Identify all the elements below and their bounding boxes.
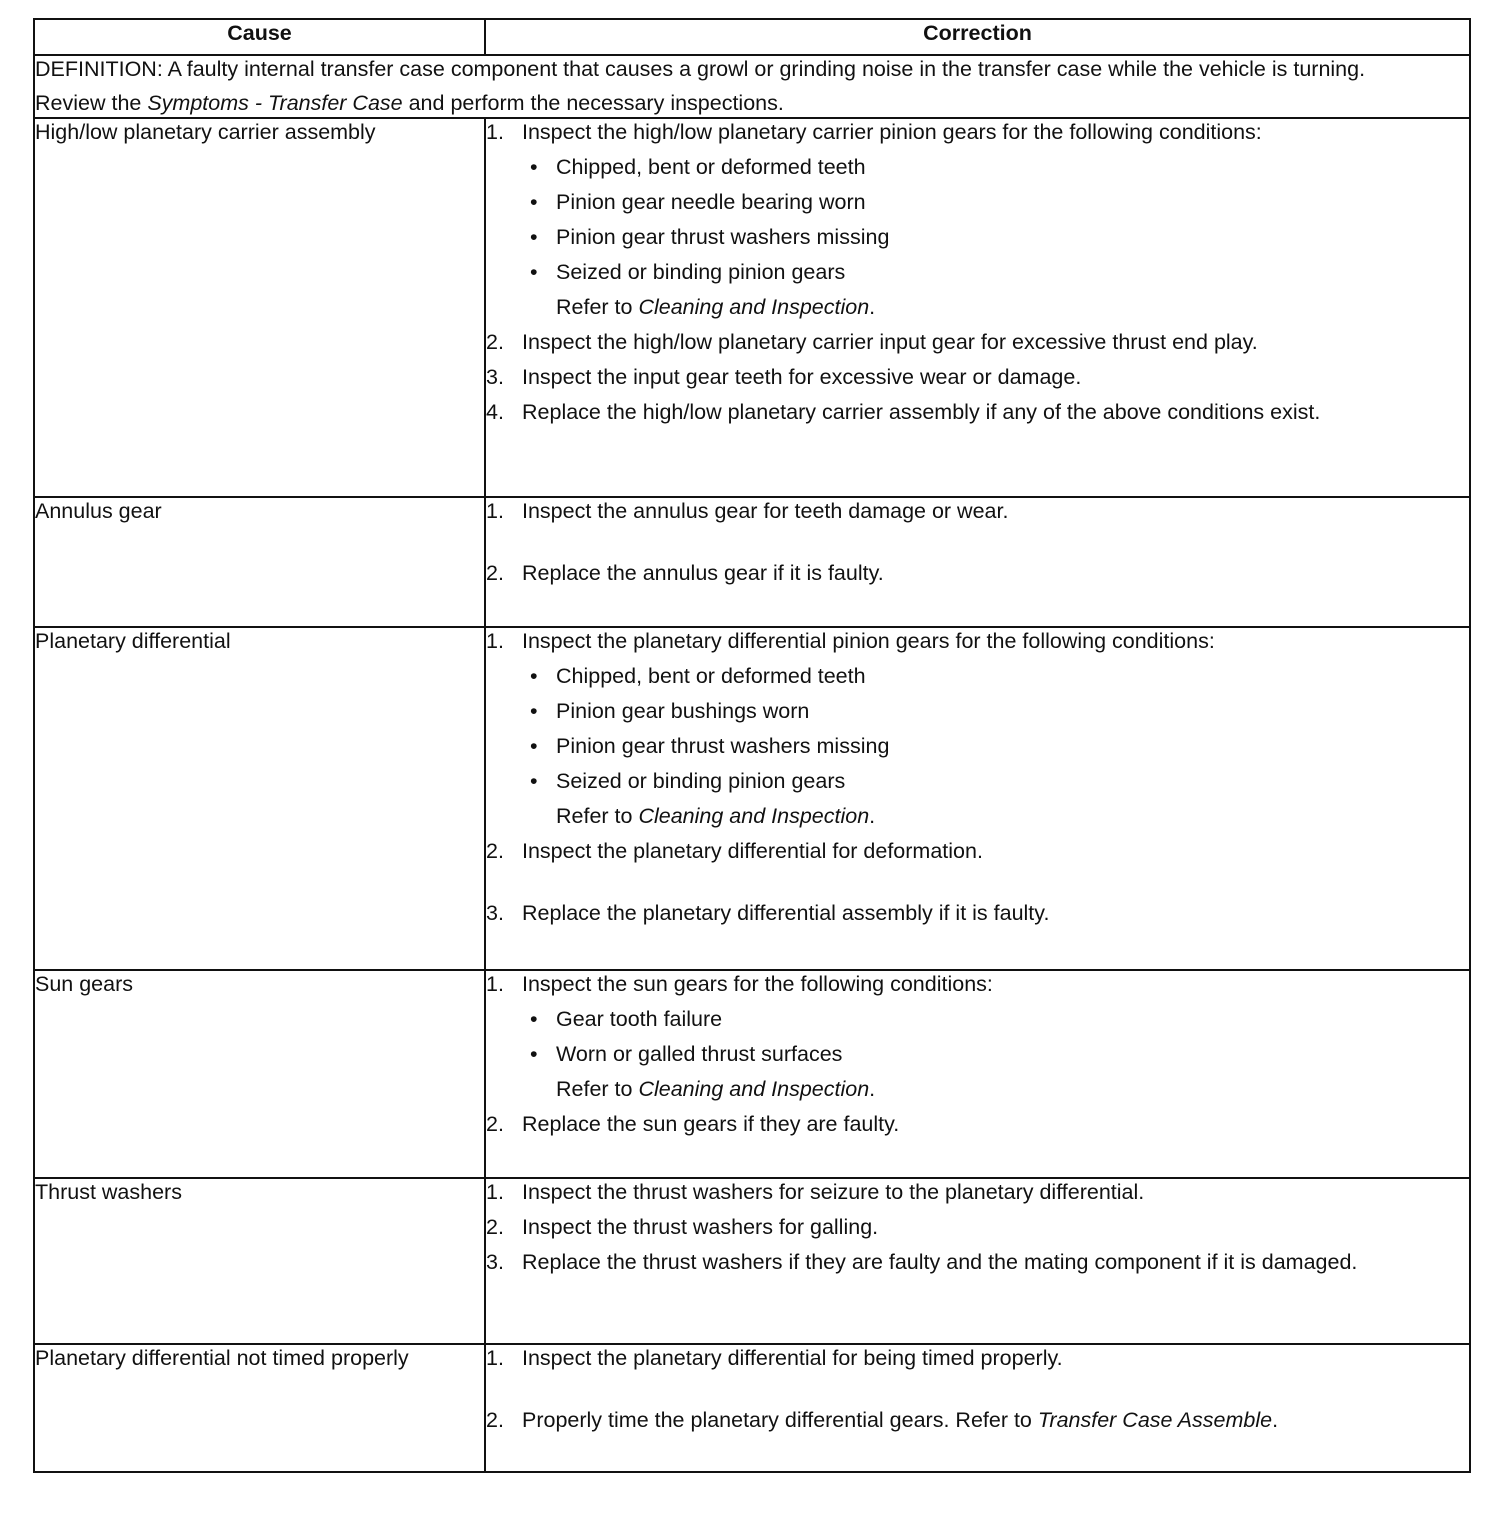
step-number: 2. — [486, 839, 504, 863]
table-row — [34, 970, 1470, 1178]
step-text: Replace the high/low planetary carrier assembly if any of the above conditions exist. — [522, 400, 1321, 424]
header-row — [34, 19, 1470, 55]
header-cause: Cause — [34, 19, 485, 55]
bullet-icon: • — [530, 260, 538, 284]
step-item — [486, 329, 1469, 356]
bullet-item — [530, 189, 1469, 216]
bullet-text: Gear tooth failure — [556, 1007, 723, 1031]
step-text: Properly time the planetary differential gears. Refer to — [522, 1408, 1038, 1432]
reference-line — [556, 294, 1469, 321]
step-item — [486, 1345, 1469, 1372]
review-text — [35, 90, 1469, 117]
bullet-icon: • — [530, 699, 538, 723]
step-text: Inspect the high/low planetary carrier pinion gears for the following conditions: — [522, 120, 1262, 144]
step-item — [486, 971, 1469, 1103]
step-text: Inspect the planetary differential pinion gears for the following conditions: — [522, 629, 1215, 653]
step-item — [486, 560, 1469, 587]
bullet-text: Worn or galled thrust surfaces — [556, 1042, 843, 1066]
step-number: 2. — [486, 1112, 504, 1136]
ref-prefix: Refer to — [556, 1077, 639, 1101]
symptoms-link[interactable]: Symptoms - Transfer Case — [147, 91, 403, 115]
correction-cell — [485, 1178, 1470, 1344]
cause-cell: Sun gears — [34, 970, 485, 1178]
step-number: 1. — [486, 120, 504, 144]
table-row — [34, 1344, 1470, 1472]
bullet-item — [530, 663, 1469, 690]
bullet-text: Pinion gear bushings worn — [556, 699, 810, 723]
cleaning-inspection-link[interactable]: Cleaning and Inspection — [638, 295, 870, 319]
bullet-item — [530, 154, 1469, 181]
bullet-icon: • — [530, 664, 538, 688]
step-item — [486, 1179, 1469, 1206]
bullet-icon: • — [530, 155, 538, 179]
table-row — [34, 118, 1470, 497]
ref-suffix: . — [869, 804, 876, 828]
diagnostic-table — [33, 18, 1471, 1473]
step-text-wrapper — [522, 1407, 1469, 1434]
step-number: 3. — [486, 1250, 504, 1274]
table-row — [34, 497, 1470, 627]
step-item — [486, 1407, 1469, 1434]
step-text: Inspect the annulus gear for teeth damage or wear. — [522, 499, 1009, 523]
step-item — [486, 838, 1469, 865]
reference-line — [556, 803, 1469, 830]
cause-cell: High/low planetary carrier assembly — [34, 118, 485, 497]
bullet-icon: • — [530, 769, 538, 793]
cause-cell: Annulus gear — [34, 497, 485, 627]
review-prefix: Review the — [35, 91, 148, 115]
bullet-item — [530, 698, 1469, 725]
step-text: Replace the thrust washers if they are faulty and the mating component if it is damaged. — [522, 1250, 1358, 1274]
step-number: 2. — [486, 1215, 504, 1239]
step-text: Inspect the high/low planetary carrier input gear for excessive thrust end play. — [522, 330, 1258, 354]
step-number: 1. — [486, 499, 504, 523]
step-text: Inspect the thrust washers for galling. — [522, 1215, 879, 1239]
step-item — [486, 1249, 1469, 1276]
bullet-item — [530, 733, 1469, 760]
step-item — [486, 628, 1469, 830]
bullet-icon: • — [530, 734, 538, 758]
step-number: 2. — [486, 330, 504, 354]
step-text: Inspect the thrust washers for seizure to the planetary differential. — [522, 1180, 1145, 1204]
correction-cell — [485, 1344, 1470, 1472]
bullet-icon: • — [530, 1007, 538, 1031]
step-item — [486, 1214, 1469, 1241]
cleaning-inspection-link[interactable]: Cleaning and Inspection — [638, 1077, 870, 1101]
step-text: Inspect the sun gears for the following conditions: — [522, 972, 993, 996]
bullet-item — [530, 259, 1469, 286]
step-number: 3. — [486, 901, 504, 925]
bullet-text: Pinion gear needle bearing worn — [556, 190, 866, 214]
step-item — [486, 1111, 1469, 1138]
correction-cell — [485, 970, 1470, 1178]
ref-suffix: . — [869, 295, 876, 319]
step-item — [486, 399, 1469, 426]
cause-cell: Planetary differential not timed properly — [34, 1344, 485, 1472]
cause-cell: Planetary differential — [34, 627, 485, 970]
step-number: 3. — [486, 365, 504, 389]
bullet-icon: • — [530, 190, 538, 214]
correction-cell — [485, 118, 1470, 497]
definition-text: DEFINITION: A faulty internal transfer case component that causes a growl or grinding noise in the transfer case while the vehicle is turning. — [35, 57, 1366, 81]
bullet-text: Pinion gear thrust washers missing — [556, 225, 890, 249]
step-number: 4. — [486, 400, 504, 424]
bullet-text: Pinion gear thrust washers missing — [556, 734, 890, 758]
bullet-item — [530, 224, 1469, 251]
bullet-item — [530, 768, 1469, 795]
step-item — [486, 900, 1469, 927]
step-text: Inspect the planetary differential for deformation. — [522, 839, 983, 863]
step-number: 2. — [486, 561, 504, 585]
step-text: Inspect the input gear teeth for excessive wear or damage. — [522, 365, 1082, 389]
cause-cell: Thrust washers — [34, 1178, 485, 1344]
bullet-text: Chipped, bent or deformed teeth — [556, 155, 866, 179]
reference-line — [556, 1076, 1469, 1103]
review-suffix: and perform the necessary inspections. — [402, 91, 784, 115]
step-item — [486, 119, 1469, 321]
step-number: 1. — [486, 1346, 504, 1370]
bullet-text: Seized or binding pinion gears — [556, 769, 846, 793]
ref-suffix: . — [869, 1077, 876, 1101]
step-number: 1. — [486, 1180, 504, 1204]
definition-cell — [34, 55, 1470, 118]
ref-prefix: Refer to — [556, 804, 639, 828]
step-number: 1. — [486, 629, 504, 653]
step-text: Inspect the planetary differential for being timed properly. — [522, 1346, 1063, 1370]
bullet-icon: • — [530, 1042, 538, 1066]
cleaning-inspection-link[interactable]: Cleaning and Inspection — [638, 804, 870, 828]
step-text: Replace the sun gears if they are faulty. — [522, 1112, 900, 1136]
step-text: Replace the planetary differential assembly if it is faulty. — [522, 901, 1050, 925]
correction-cell — [485, 497, 1470, 627]
bullet-icon: • — [530, 225, 538, 249]
step-item — [486, 364, 1469, 391]
table-row — [34, 1178, 1470, 1344]
step-number: 2. — [486, 1408, 504, 1432]
bullet-text: Seized or binding pinion gears — [556, 260, 846, 284]
header-correction: Correction — [485, 19, 1470, 55]
bullet-text: Chipped, bent or deformed teeth — [556, 664, 866, 688]
definition-row — [34, 55, 1470, 118]
bullet-item — [530, 1006, 1469, 1033]
table-row — [34, 627, 1470, 970]
transfer-case-assemble-link[interactable]: Transfer Case Assemble — [1037, 1408, 1273, 1432]
ref-suffix: . — [1272, 1408, 1279, 1432]
step-text: Replace the annulus gear if it is faulty. — [522, 561, 884, 585]
step-number: 1. — [486, 972, 504, 996]
ref-prefix: Refer to — [556, 295, 639, 319]
correction-cell — [485, 627, 1470, 970]
bullet-item — [530, 1041, 1469, 1068]
step-item — [486, 498, 1469, 525]
